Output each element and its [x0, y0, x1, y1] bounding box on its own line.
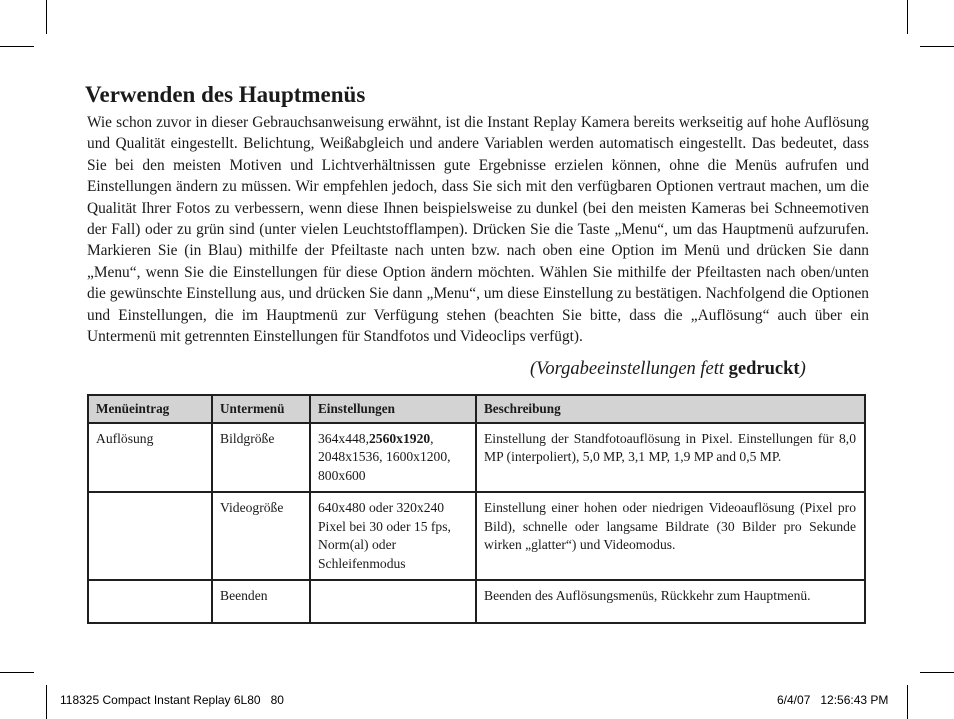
cell-settings: 640x480 oder 320x240 Pixel bei 30 oder 15 fps, Norm(al) oder Schleifenmodus	[310, 492, 476, 580]
cell-description: Beenden des Auflösungsmenüs, Rückkehr zum Hauptmenü.	[476, 580, 865, 623]
header-settings: Einstellungen	[310, 395, 476, 423]
cell-settings	[310, 423, 476, 493]
cell-entry	[88, 492, 212, 580]
table-row	[88, 423, 865, 493]
header-menu-entry: Menüeintrag	[88, 395, 212, 423]
defaults-note	[530, 359, 870, 380]
crop-mark	[46, 0, 47, 34]
footer-slug: 118325 Compact Instant Replay 6L80 80	[60, 693, 284, 707]
note-paren-close: )	[799, 359, 806, 379]
cell-entry	[88, 580, 212, 623]
footer-timestamp: 6/4/07 12:56:43 PM	[777, 693, 889, 707]
note-bold-text: gedruckt	[728, 359, 800, 379]
menu-settings-table	[87, 394, 866, 624]
default-setting: 2560x1920	[368, 430, 431, 446]
crop-mark	[0, 46, 34, 47]
crop-mark	[907, 685, 908, 719]
cell-submenu: Bildgröße	[212, 423, 310, 493]
header-description: Beschreibung	[476, 395, 865, 423]
cell-description: Einstellung einer hohen oder niedrigen Videoauflösung (Pixel pro Bild), schnelle oder langsame Bildrate (30 Bilder pro Sekunde wirken „glatter“) und Videomodus.	[476, 492, 865, 580]
cell-submenu: Videogröße	[212, 492, 310, 580]
crop-mark	[0, 672, 34, 673]
table-row	[88, 580, 865, 623]
note-italic-text: Vorgabeeinstellungen fett	[536, 359, 729, 379]
main-content	[87, 80, 869, 347]
settings-text: , 2048x1536, 1600x1200, 800x600	[318, 430, 451, 483]
crop-mark	[920, 672, 954, 673]
table-row	[88, 492, 865, 580]
crop-mark	[920, 46, 954, 47]
table-header-row	[88, 395, 865, 423]
cell-submenu: Beenden	[212, 580, 310, 623]
header-submenu: Untermenü	[212, 395, 310, 423]
crop-mark	[46, 685, 47, 719]
settings-text: 364x448,	[318, 430, 369, 446]
crop-mark	[907, 0, 908, 34]
cell-settings	[310, 580, 476, 623]
note-paren-open: (	[530, 359, 537, 379]
page-title: Verwenden des Hauptmenüs	[85, 82, 366, 107]
intro-paragraph: Wie schon zuvor in dieser Gebrauchsanweisung erwähnt, ist die Instant Replay Kamera bereits werkseitig auf hohe Auflösung und Qualität eingestellt. Belichtung, Weißabgleich und andere Variablen werden automatisch eingestellt. Das bedeutet, dass Sie bei den meisten Motiven und Lichtverhältnissen gute Ergebnisse erzielen können, ohne die Menüs aufrufen und Einstellungen ändern zu müssen. Wir empfehlen jedoch, dass Sie sich mit den verfügbaren Optionen vertraut machen, um die Qualität Ihrer Fotos zu verbessern, wenn diese Ihnen beispielsweise zu dunkel (bei den meisten Kameras bei Schneemotiven der Fall) oder zu grün sind (unter vielen Leuchtstofflampen). Drücken Sie die Taste „Menu“, um das Hauptmenü aufzurufen. Markieren Sie (in Blau) mithilfe der Pfeiltaste nach unten bzw. nach oben eine Option im Menü und drücken Sie dann „Menu“, wenn Sie die Einstellungen für diese Option ändern möchten. Wählen Sie mithilfe der Pfeiltasten nach oben/unten die gewünschte Einstellung aus, und drücken Sie dann „Menu“, um diese Einstellung zu bestätigen. Nachfolgend die Optionen und Einstellungen, die im Hauptmenü zur Verfügung stehen (beachten Sie bitte, dass die „Auflösung“ auch über ein Untermenü mit getrennten Einstellungen für Standfotos und Videoclips verfügt).	[87, 114, 869, 346]
cell-description: Einstellung der Standfotoauflösung in Pixel. Einstellungen für 8,0 MP (interpoliert), 5,0 MP, 3,1 MP, 1,9 MP and 0,5 MP.	[476, 423, 865, 493]
cell-entry: Auflösung	[88, 423, 212, 493]
